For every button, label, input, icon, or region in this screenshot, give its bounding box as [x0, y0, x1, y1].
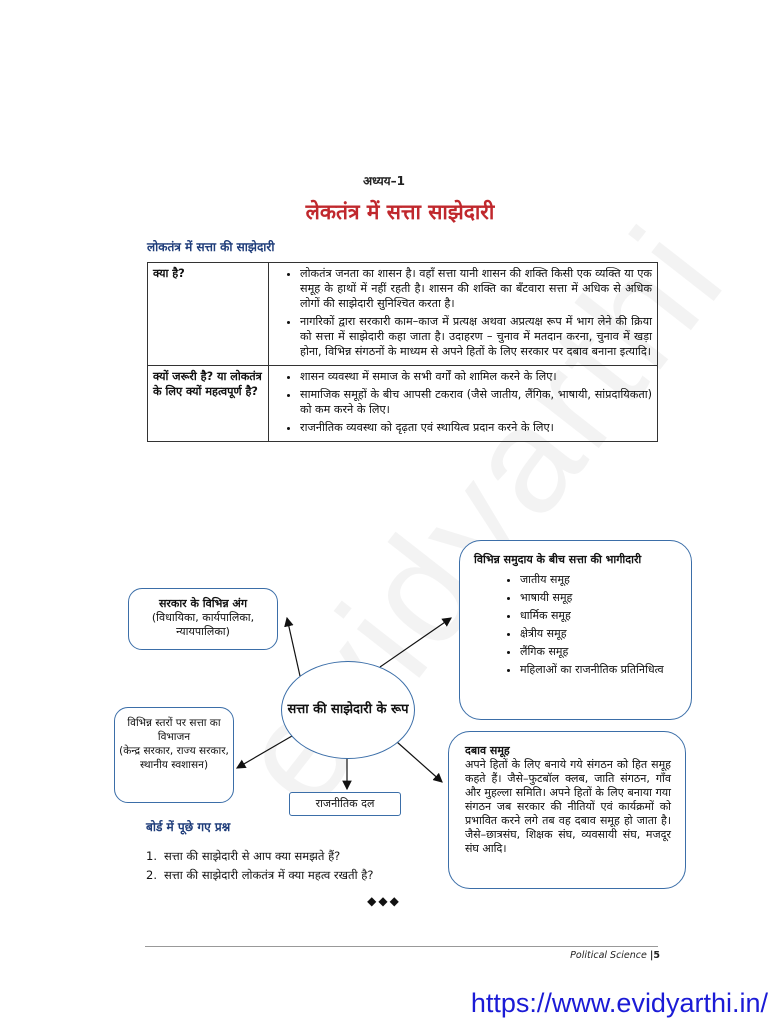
diagram-center-label: सत्ता की साझेदारी के रूप	[287, 702, 409, 717]
organs-text: (विधायिका, कार्यपालिका, न्यायपालिका)	[151, 611, 255, 638]
page-footer	[540, 950, 660, 961]
pressure-heading: दबाव समूह	[465, 744, 510, 757]
arrow-to-organs	[287, 618, 300, 676]
list-item: • जातीय समूह	[520, 573, 681, 587]
page-number: |5	[649, 950, 660, 961]
list-item: 2. सत्ता की साझेदारी लोकतंत्र में क्या महत्व रखती है?	[146, 868, 374, 882]
list-item: • लोकतंत्र जनता का शासन है। वहाँ सत्ता यानी शासन की शक्ति किसी एक व्यक्ति या एक समूह के हाथों में नहीं रहती है। शासन की शक्ति का बँटवारा सत्ता में अधिक से अधिक लोगों की साझेदारी सुनिश्चित करता है।	[300, 266, 652, 311]
organs-heading: सरकार के विभिन्न अंग	[158, 597, 248, 610]
arrow-to-levels	[237, 736, 292, 768]
list-item: 1. सत्ता की साझेदारी से आप क्या समझते हैं?	[146, 849, 341, 863]
section-heading: लोकतंत्र में सत्ता की साझेदारी	[147, 240, 275, 254]
footer-subject: Political Science	[570, 950, 647, 961]
diagram-center	[281, 661, 415, 759]
row-question: क्यों जरूरी है? या लोकतंत्र के लिए क्यों महत्वपूर्ण है?	[148, 366, 269, 442]
board-questions-list	[146, 847, 373, 885]
arrow-to-pressure	[397, 742, 442, 782]
footer-divider	[145, 946, 658, 947]
levels-box	[114, 707, 234, 803]
levels-heading: विभिन्न स्तरों पर सत्ता का विभाजन	[127, 717, 221, 743]
list-item: • नागरिकों द्वारा सरकारी काम–काज में प्रत्यक्ष अथवा अप्रत्यक्ष रूप में भाग लेने की क्रिया को सत्ता में साझेदारी कहा जाता है। उदाहरण – चुनाव में मतदान करना, चुनाव में खड़ा होना, विभिन्न संगठनों के माध्यम से अपने हितों के लिए सरकार पर दबाव बनाना इत्यादि।	[300, 314, 652, 359]
ornament-divider: ◆◆◆	[367, 894, 401, 908]
list-item: • क्षेत्रीय समूह	[520, 627, 681, 641]
groups-box	[459, 540, 692, 720]
organs-box	[128, 588, 278, 650]
pressure-text: अपने हितों के लिए बनाये गये संगठन को हित समूह कहते हैं। जैसे–फुटबॉल क्लब, जाति संगठन, गाँव और मुहल्ला समिति। अपने हितों के लिए बनाया गया संगठन जब सरकार की नीतियों एवं कार्यक्रमों को प्रभावित करने लगे तब वह दबाव समूह हो जाता है। जैसे–छात्रसंघ, शिक्षक संघ, व्यवसायी संघ, मजदूर संघ आदि।	[465, 758, 671, 855]
party-box: राजनीतिक दल	[289, 792, 401, 816]
website-link[interactable]: https://www.evidyarthi.in/	[470, 988, 768, 1018]
board-questions-heading: बोर्ड में पूछे गए प्रश्न	[146, 820, 231, 834]
list-item: • महिलाओं का राजनीतिक प्रतिनिधित्व	[520, 663, 681, 677]
list-item: • भाषायी समूह	[520, 591, 681, 605]
arrow-to-groups	[380, 618, 451, 667]
page-title: लेकतंत्र में सत्ता साझेदारी	[305, 200, 495, 224]
list-item: • राजनीतिक व्यवस्था को दृढ़ता एवं स्थायित्व प्रदान करने के लिए।	[300, 420, 652, 435]
groups-heading: विभिन्न समुदाय के बीच सत्ता की भागीदारी	[474, 553, 642, 566]
list-item: • शासन व्यवस्था में समाज के सभी वर्गों को शामिल करने के लिए।	[300, 369, 652, 384]
levels-text: (केन्द्र सरकार, राज्य सरकार, स्थानीय स्वशासन)	[119, 745, 229, 771]
chapter-label: अध्यय–1	[363, 174, 405, 188]
list-item: • सामाजिक समूहों के बीच आपसी टकराव (जैसे जातीय, लैंगिक, भाषायी, सांप्रदायिकता) को कम करने के लिए।	[300, 387, 652, 417]
row-question: क्या है?	[148, 263, 269, 366]
pressure-group-box	[448, 731, 686, 889]
list-item: • धार्मिक समूह	[520, 609, 681, 623]
list-item: • लैंगिक समूह	[520, 645, 681, 659]
